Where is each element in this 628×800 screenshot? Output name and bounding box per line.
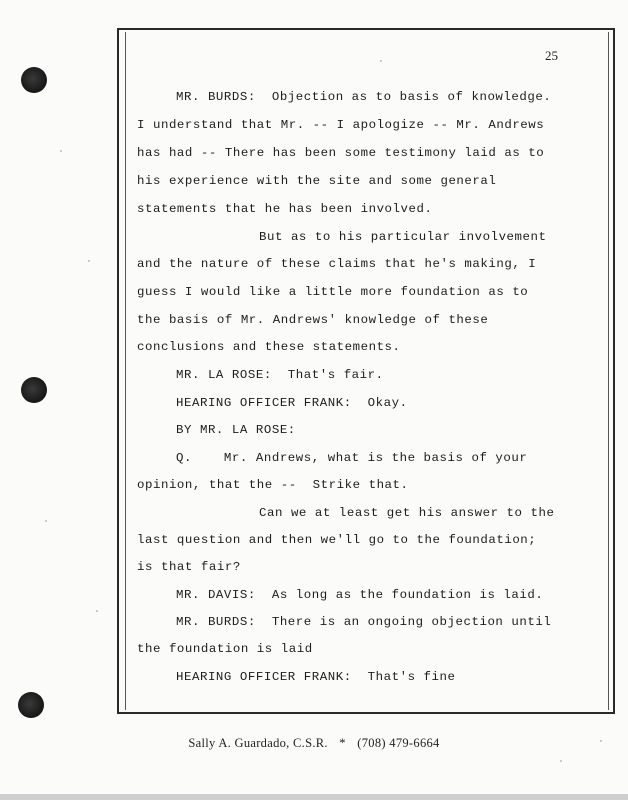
transcript-line: the basis of Mr. Andrews' knowledge of these — [137, 313, 489, 327]
transcript-line: MR. BURDS: Objection as to basis of knowledge. — [176, 90, 552, 104]
reporter-phone: (708) 479-6664 — [357, 736, 440, 750]
scan-speckle — [45, 520, 47, 522]
transcript-line: is that fair? — [137, 560, 241, 574]
transcript-line: last question and then we'll go to the foundation; — [137, 533, 537, 547]
scan-speckle — [600, 740, 602, 742]
transcript-line: guess I would like a little more foundation as to — [137, 285, 529, 299]
transcript-line: his experience with the site and some general — [137, 174, 497, 188]
transcript-line: HEARING OFFICER FRANK: Okay. — [176, 396, 408, 410]
transcript-line: opinion, that the -- Strike that. — [137, 478, 409, 492]
transcript-line: Q. Mr. Andrews, what is the basis of your — [176, 451, 528, 465]
scan-speckle — [96, 610, 98, 612]
footer-separator: * — [339, 736, 346, 750]
binder-hole-top — [21, 67, 47, 93]
binder-hole-bottom — [18, 692, 44, 718]
transcript-line: the foundation is laid — [137, 642, 313, 656]
transcript-line: MR. BURDS: There is an ongoing objection until — [176, 615, 552, 629]
scan-speckle — [88, 260, 90, 262]
reporter-footer — [0, 736, 628, 751]
scan-speckle — [560, 760, 562, 762]
transcript-line: has had -- There has been some testimony laid as to — [137, 146, 545, 160]
transcript-line: But as to his particular involvement — [259, 230, 547, 244]
transcript-line: and the nature of these claims that he's making, I — [137, 257, 537, 271]
scan-speckle — [380, 60, 382, 62]
transcript-line: conclusions and these statements. — [137, 340, 401, 354]
page-number: 25 — [545, 48, 558, 63]
scan-bottom-edge — [0, 794, 628, 800]
scan-speckle — [60, 150, 62, 152]
transcript-line: HEARING OFFICER FRANK: That's fine — [176, 670, 456, 684]
transcript-line: I understand that Mr. -- I apologize -- Mr. Andrews — [137, 118, 545, 132]
transcript-line: MR. LA ROSE: That's fair. — [176, 368, 384, 382]
transcript-line: Can we at least get his answer to the — [259, 506, 555, 520]
transcript-line: statements that he has been involved. — [137, 202, 433, 216]
transcript-line: BY MR. LA ROSE: — [176, 423, 296, 437]
transcript-line: MR. DAVIS: As long as the foundation is laid. — [176, 588, 544, 602]
binder-hole-middle — [21, 377, 47, 403]
reporter-name: Sally A. Guardado, C.S.R. — [188, 736, 328, 750]
